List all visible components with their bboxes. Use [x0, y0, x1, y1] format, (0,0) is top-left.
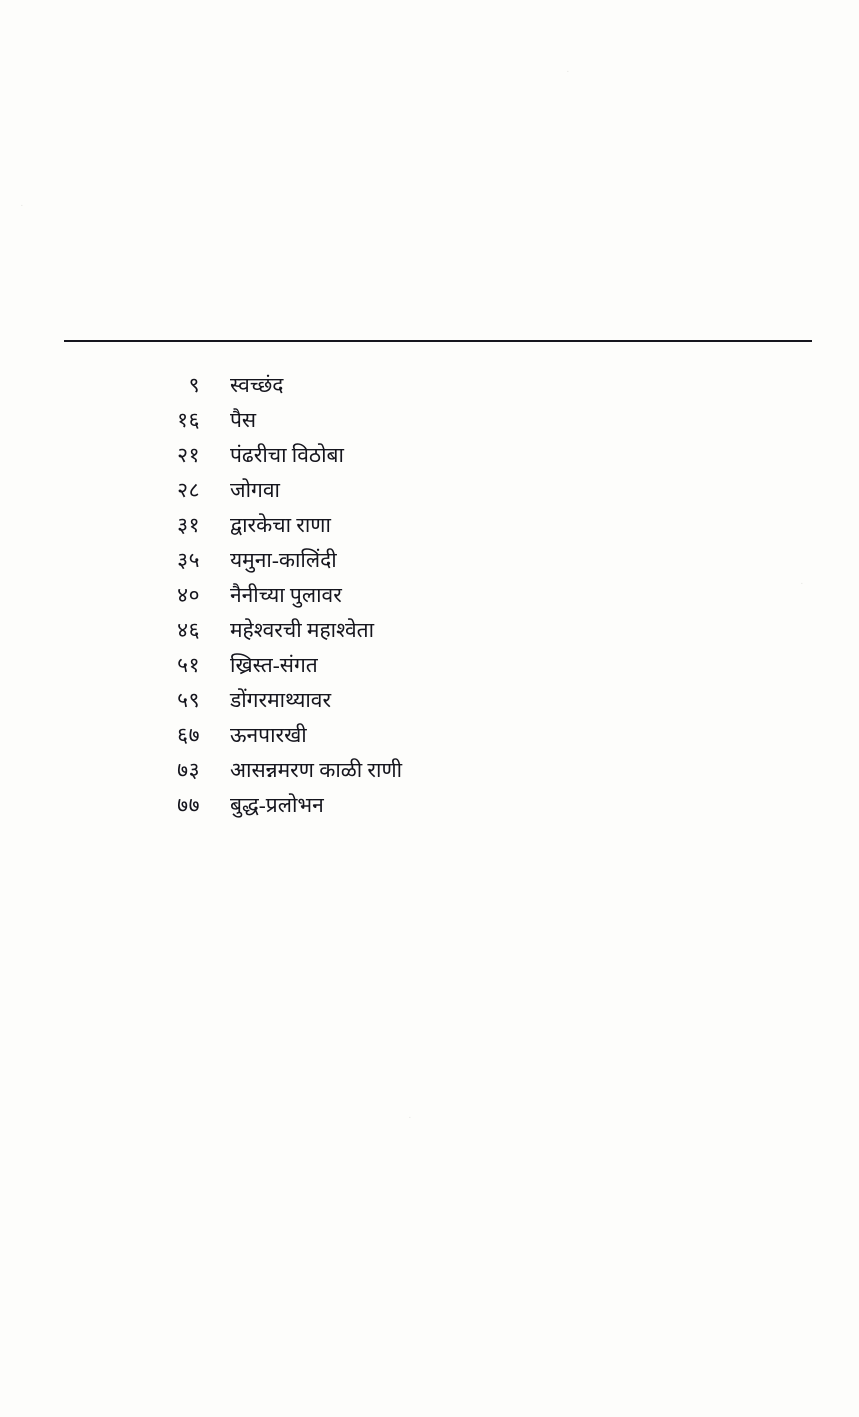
- toc-entry-title: यमुना-कालिंदी: [230, 548, 337, 572]
- list-item[interactable]: [144, 613, 812, 648]
- toc-page-number: ५१: [177, 653, 200, 677]
- toc-entry-title: महेश्वरची महाश्वेता: [230, 618, 375, 642]
- toc-entry-title: नैनीच्या पुलावर: [230, 583, 342, 607]
- header-divider: [64, 340, 812, 342]
- list-item[interactable]: [144, 683, 812, 718]
- toc-page-number: ५९: [177, 688, 200, 712]
- list-item[interactable]: [144, 543, 812, 578]
- toc-entry-title: पैस: [230, 408, 257, 432]
- toc-page-number: २८: [177, 478, 200, 502]
- list-item[interactable]: [144, 368, 812, 403]
- toc-page-number: ४६: [177, 618, 200, 642]
- table-of-contents: [64, 340, 812, 823]
- list-item[interactable]: [144, 718, 812, 753]
- toc-entry-title: डोंगरमाथ्यावर: [230, 688, 332, 712]
- page-speck-top: ·: [566, 66, 570, 78]
- toc-entry-title: ख्रिस्त-संगत: [230, 653, 318, 677]
- toc-page-number: ६७: [177, 723, 200, 747]
- page-speck-right: ·: [800, 578, 804, 590]
- toc-entry-title: ऊनपारखी: [230, 723, 307, 747]
- list-item[interactable]: [144, 578, 812, 613]
- list-item[interactable]: [144, 648, 812, 683]
- list-item[interactable]: [144, 753, 812, 788]
- toc-page-number: ४०: [177, 583, 200, 607]
- page-speck-left: ·: [20, 200, 24, 212]
- list-item[interactable]: [144, 438, 812, 473]
- page-speck-bottom: ·: [408, 1112, 412, 1124]
- toc-entry-title: बुद्ध-प्रलोभन: [230, 793, 324, 817]
- toc-entry-title: आसन्नमरण काळी राणी: [230, 758, 403, 782]
- toc-entry-title: पंढरीचा विठोबा: [230, 443, 344, 467]
- toc-page-number: ९: [188, 373, 200, 397]
- list-item[interactable]: [144, 473, 812, 508]
- toc-page-number: १६: [177, 408, 200, 432]
- toc-entry-title: स्वच्छंद: [230, 373, 284, 397]
- toc-page-number: ३५: [177, 548, 200, 572]
- toc-entry-title: द्वारकेचा राणा: [230, 513, 331, 537]
- toc-page-number: ७७: [177, 793, 200, 817]
- list-item[interactable]: [144, 403, 812, 438]
- list-item[interactable]: [144, 788, 812, 823]
- toc-page-number: ३१: [177, 513, 200, 537]
- toc-list: [64, 368, 812, 823]
- toc-page-number: २१: [177, 443, 200, 467]
- toc-page-number: ७३: [177, 758, 200, 782]
- toc-entry-title: जोगवा: [230, 478, 280, 502]
- list-item[interactable]: [144, 508, 812, 543]
